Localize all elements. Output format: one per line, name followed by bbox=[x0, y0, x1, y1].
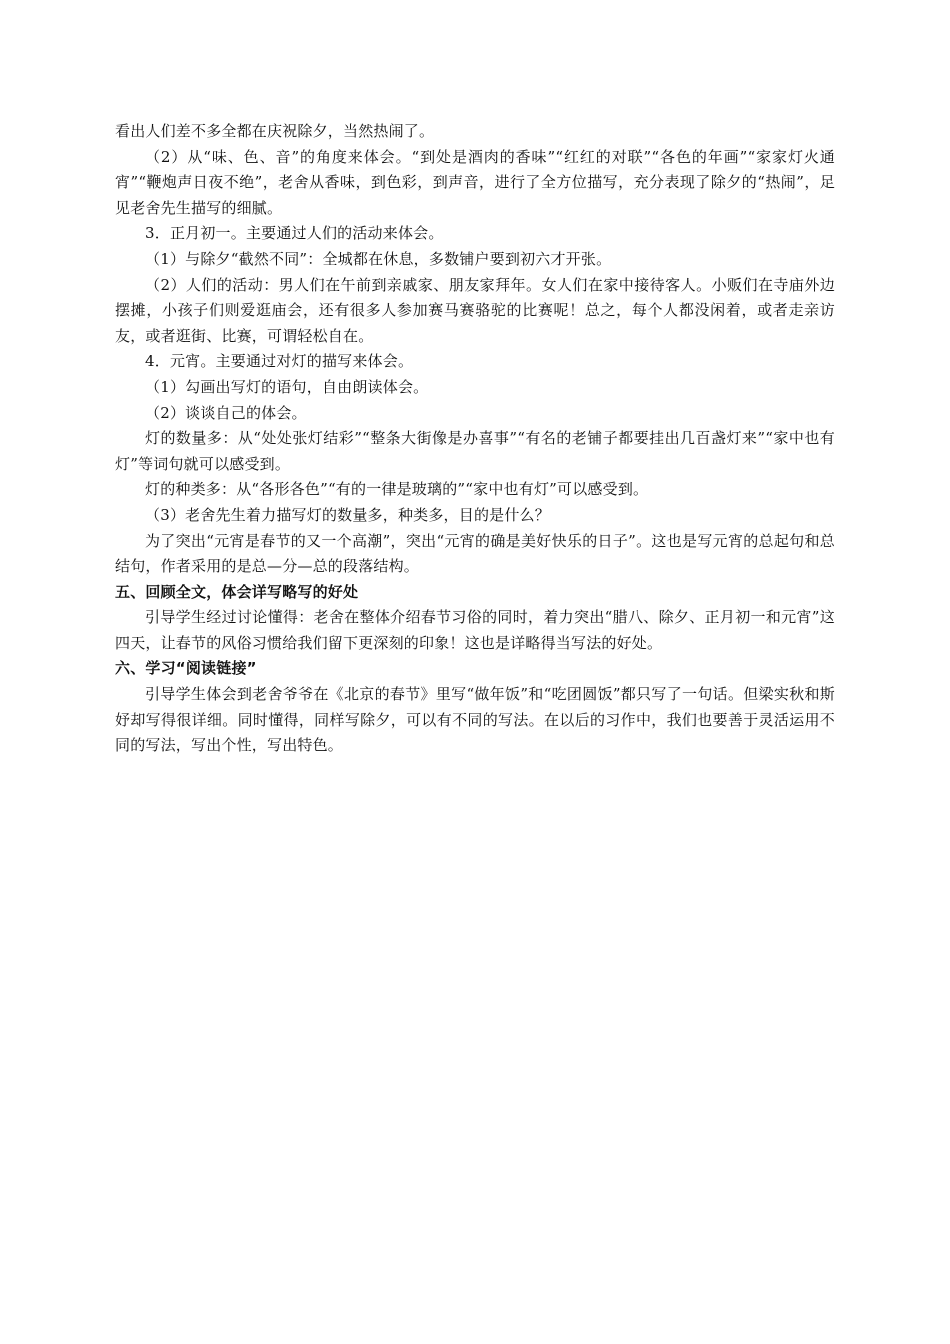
paragraph-continued: 看出人们差不多全都在庆祝除夕，当然热闹了。 bbox=[115, 122, 435, 140]
paragraph-lantern-festival: 4．元宵。主要通过对灯的描写来体会。 bbox=[145, 352, 414, 371]
section-heading-6: 六、学习“阅读链接” bbox=[115, 659, 257, 678]
paragraph-detail-brief-benefit: 引导学生经过讨论懂得：老舍在整体介绍春节习俗的同时，着力突出“腊八、除夕、正月初一和元宵”这四天，让春节的风俗习惯给我们留下更深刻的印象！这也是详略得当写法的好处。 bbox=[115, 608, 835, 652]
paragraph-author-purpose-answer: 为了突出“元宵是春节的又一个高潮”，突出“元宵的确是美好快乐的日子”。这也是写元宵的总起句和总结句，作者采用的是总—分—总的段落结构。 bbox=[115, 531, 835, 576]
paragraph-mark-lamp-sentences: （1）勾画出写灯的语句，自由朗读体会。 bbox=[145, 377, 429, 396]
paragraph-people-activities: （2）人们的活动：男人们在午前到亲戚家、朋友家拜年。女人们在家中接待客人。小贩们在寺庙外边摆摊，小孩子们则爱逛庙会，还有很多人参加赛马赛骆驼的比赛呢！总之，每个人都没闲着，或者走亲访友，或者逛街、比赛，可谓轻松自在。 bbox=[115, 275, 835, 345]
paragraph-lamp-variety: 灯的种类多：从“各形各色”“有的一律是玻璃的”“家中也有灯”可以感受到。 bbox=[145, 480, 649, 499]
paragraph-contrast-new-year-eve: （1）与除夕“截然不同”：全城都在休息，多数铺户要到初六才开张。 bbox=[145, 249, 612, 268]
paragraph-reading-link: 引导学生体会到老舍爷爷在《北京的春节》里写“做年饭”和“吃团圆饭”都只写了一句话。但梁实秋和斯妤却写得很详细。同时懂得，同样写除夕，可以有不同的写法。在以后的习作中，我们也要善于灵活运用不同的写法，写出个性，写出特色。 bbox=[115, 685, 835, 755]
paragraph-author-purpose-question: （3）老舍先生着力描写灯的数量多，种类多，目的是什么？ bbox=[145, 505, 550, 524]
paragraph-flavor-color-sound: （2）从“味、色、音”的角度来体会。“到处是酒肉的香味”“红红的对联”“各色的年画”“家家灯火通宵”“鞭炮声日夜不绝”，老舍从香味，到色彩，到声音，进行了全方位描写，充分表现了除夕的“热闹”，足见老舍先生描写的细腻。 bbox=[115, 147, 835, 217]
paragraph-new-year-day: 3．正月初一。主要通过人们的活动来体会。 bbox=[145, 224, 444, 243]
paragraph-share-feelings: （2）谈谈自己的体会。 bbox=[145, 403, 307, 422]
document-body bbox=[115, 119, 835, 759]
section-heading-5: 五、回顾全文，体会详写略写的好处 bbox=[115, 582, 359, 601]
paragraph-lamp-quantity: 灯的数量多：从“处处张灯结彩”“整条大街像是办喜事”“有名的老铺子都要挂出几百盏灯来”“家中也有灯”等词句就可以感受到。 bbox=[115, 429, 835, 473]
